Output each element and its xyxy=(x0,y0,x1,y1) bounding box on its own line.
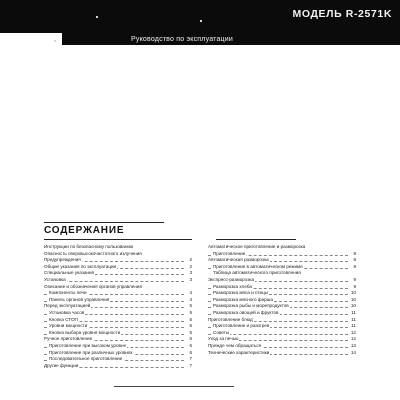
contents-entry-page: 9 xyxy=(353,283,356,289)
contents-entry-title: Автоматическое приготовление и разморозка xyxy=(208,244,306,249)
contents-entry-title: Приготовление в автоматическом режиме xyxy=(213,263,303,269)
contents-entry-page: 9 xyxy=(353,276,356,282)
contents-entry-page: 5 xyxy=(189,316,192,322)
contents-entry xyxy=(44,277,192,284)
contents-entry-title: Приготовление xyxy=(213,250,246,256)
contents-entry xyxy=(208,323,356,330)
contents-entry-page: 3 xyxy=(189,276,192,282)
contents-entry-title: Кнопка выбора уровня мощности xyxy=(49,329,121,335)
model-label: МОДЕЛЬ R-2571K xyxy=(292,8,392,20)
contents-entry-page: 2 xyxy=(189,263,192,269)
contents-entry xyxy=(44,323,192,330)
contents-entry xyxy=(44,317,192,324)
contents-entry xyxy=(208,277,356,284)
contents-entry xyxy=(44,310,192,317)
contents-entry xyxy=(44,264,192,271)
contents-left-column xyxy=(44,244,192,369)
contents-entry xyxy=(208,244,356,251)
contents-right-rule xyxy=(216,239,296,240)
contents-entry-title: Прежде чем обращаться xyxy=(208,342,262,348)
contents-entry-page: 14 xyxy=(350,349,356,355)
contents-entry-title: Специальные указания xyxy=(44,270,95,276)
contents-entry xyxy=(208,350,356,357)
contents-entry xyxy=(44,330,192,337)
contents-entry-page: 5 xyxy=(189,309,192,315)
contents-entry-page: 8 xyxy=(353,257,356,263)
contents-entry-title: Приготовление блюд xyxy=(208,316,253,322)
contents-entry-title: Технические характеристики xyxy=(208,349,270,355)
contents-top-rule xyxy=(44,222,164,223)
contents-entry-page: 10 xyxy=(350,303,356,309)
contents-entry-title: Разморозка мяса и птицы xyxy=(213,290,269,296)
contents-entry xyxy=(208,317,356,324)
contents-entry-title: Другие функции xyxy=(44,362,79,368)
contents-entry-title: Кнопка СТОП xyxy=(49,316,78,322)
header-banner xyxy=(0,0,400,33)
contents-entry-page: 12 xyxy=(350,329,356,335)
contents-entry-page: 7 xyxy=(189,362,192,368)
table-of-contents xyxy=(44,222,364,394)
contents-entry-page: 8 xyxy=(353,263,356,269)
print-speck xyxy=(54,40,56,42)
contents-title: СОДЕРЖАНИЕ xyxy=(44,225,125,236)
contents-entry-page: 6 xyxy=(189,342,192,348)
contents-entry-title: Опасность сверхвысокочастотного излучения xyxy=(44,250,142,256)
contents-entry xyxy=(208,336,356,343)
contents-entry-title: Приготовление при высоком уровне xyxy=(49,342,127,348)
contents-entry-title: Компоненты печи xyxy=(49,290,87,296)
contents-entry-page: 6 xyxy=(189,349,192,355)
contents-entry xyxy=(44,251,192,258)
contents-entry xyxy=(44,244,192,251)
contents-entry-title: Советы xyxy=(213,329,230,335)
contents-entry xyxy=(44,270,192,277)
contents-entry xyxy=(208,297,356,304)
contents-entry xyxy=(44,356,192,363)
contents-entry-page: 5 xyxy=(189,323,192,329)
contents-entry-page: 11 xyxy=(351,316,356,322)
contents-entry xyxy=(208,284,356,291)
contents-entry xyxy=(44,303,192,310)
contents-entry xyxy=(44,336,192,343)
contents-entry-page: 4 xyxy=(189,296,192,302)
contents-entry-title: Ручное приготовление xyxy=(44,336,93,342)
contents-entry xyxy=(208,343,356,350)
contents-entry-page: 6 xyxy=(189,336,192,342)
contents-entry-page: 13 xyxy=(350,342,356,348)
contents-entry-title: Перед эксплуатацией xyxy=(44,303,91,309)
contents-entry-title: Приготовление и разогрев xyxy=(213,323,270,329)
contents-right-column xyxy=(208,244,356,356)
contents-entry-page: 2 xyxy=(189,257,192,263)
contents-entry-title: Приготовление при различных уровнях xyxy=(49,349,133,355)
contents-entry-title: Уровни мощности xyxy=(49,323,88,329)
contents-entry xyxy=(208,270,356,277)
contents-entry-page: 12 xyxy=(350,336,356,342)
contents-entry-title: Разморозка мясного фарша xyxy=(213,296,273,302)
contents-entry xyxy=(44,350,192,357)
contents-entry-title: Автоматическая разморозка xyxy=(208,257,269,263)
manual-subtitle: Руководство по эксплуатации xyxy=(128,35,236,44)
contents-entry xyxy=(208,330,356,337)
contents-entry xyxy=(208,290,356,297)
contents-entry-title: Предупреждения xyxy=(44,257,81,263)
contents-entry-title: Общие указания по эксплуатации xyxy=(44,263,117,269)
contents-entry-page: 10 xyxy=(350,296,356,302)
contents-entry-title: Последовательное приготовление xyxy=(49,356,123,362)
contents-entry xyxy=(44,290,192,297)
contents-entry-title: Разморозка рыбы и морепродуктов xyxy=(213,303,289,309)
contents-entry-title: Инструкции по безопасному пользованию xyxy=(44,244,134,249)
contents-entry xyxy=(44,363,192,370)
contents-entry xyxy=(44,257,192,264)
contents-entry xyxy=(208,257,356,264)
contents-entry-title: Установка часов xyxy=(49,309,85,315)
contents-entry-page: 4 xyxy=(189,290,192,296)
contents-entry xyxy=(208,251,356,258)
contents-entry xyxy=(44,343,192,350)
contents-entry xyxy=(208,310,356,317)
contents-entry xyxy=(44,297,192,304)
print-speck xyxy=(200,20,202,22)
contents-bottom-rule xyxy=(114,386,234,387)
contents-entry xyxy=(44,284,192,291)
contents-entry-title: Уход за печью xyxy=(208,336,239,342)
contents-entry-page: 11 xyxy=(351,323,356,329)
contents-entry-page: 8 xyxy=(353,250,356,256)
contents-entry-page: 7 xyxy=(189,356,192,362)
print-speck xyxy=(96,16,98,18)
contents-entry-title: Разморозка овощей и фруктов xyxy=(213,309,279,315)
contents-entry xyxy=(208,264,356,271)
contents-entry-title: Установка xyxy=(44,276,66,282)
contents-entry-page: 5 xyxy=(189,329,192,335)
contents-entry xyxy=(208,303,356,310)
contents-entry-page: 5 xyxy=(189,303,192,309)
contents-title-rule xyxy=(44,239,192,240)
contents-entry-title: Разморозка хлеба xyxy=(213,283,252,289)
contents-entry-title: Экспресс-разморозка xyxy=(208,276,255,282)
contents-entry-title: Описание и обозначения органов управления xyxy=(44,283,142,289)
contents-entry-page: 11 xyxy=(351,309,356,315)
contents-entry-title: Таблица автоматического приготовления xyxy=(213,270,301,276)
contents-entry-page: 10 xyxy=(350,290,356,296)
contents-entry-page: 3 xyxy=(189,270,192,276)
contents-entry-title: Панель органов управления xyxy=(49,296,110,302)
